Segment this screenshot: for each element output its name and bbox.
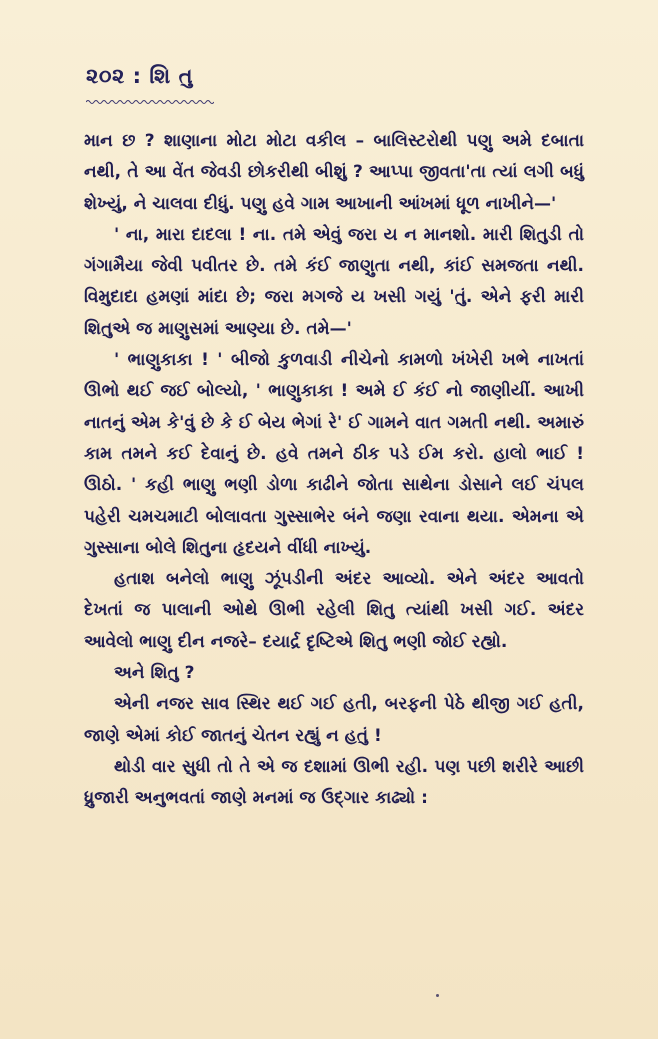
paragraph-4: હતાશ બનેલો ભાણુ ઝૂંપડીની અંદર આવ્યો. એને અંદર આવતો દેખતાં જ પાલાની ઓથે ઊભી રહેલી શિતુ ત્યાંથી ખસી ગઈ. અંદર આવેલો ભાણુ દીન નજરે– દયાર્દ્ર દૃષ્ટિએ શિતુ ભણી જોઈ રહ્યો.	[84, 569, 584, 652]
paragraph-7: થોડી વાર સુધી તો તે એ જ દશામાં ઊભી રહી. પણ પછી શરીરે આછી ધ્રુજારી અનુભવતાં જાણે મનમાં જ ઉદ્ગાર કાઢ્યો :	[84, 756, 584, 809]
paragraph-1: માન છ ? શાણાના મોટા મોટા વકીલ – બાલિસ્ટરોથી પણુ અમે દબાતા નથી, તે આ વેંત જેવડી છોકરીથી બીશું ? આપ્પા જીવતા'તા ત્યાં લગી બધું શેખ્યું, ને ચાલવા દીધું. પણુ હવે ગામ આખાની આંખમાં ધૂળ નાખીને—'	[84, 131, 584, 214]
page-number-and-chapter-title: ૨૦૨ : શિ તુ	[86, 64, 193, 88]
decorative-wavy-underline	[86, 99, 214, 105]
paragraph-6: એની નજર સાવ સ્થિર થઈ ગઈ હતી, બરફની પેઠે થીજી ગઈ હતી, જાણે એમાં કોઈ જાતનું ચેતન રહ્યું ન હતું !	[84, 694, 584, 746]
paragraph-3: ' ભાણુકાકા ! ' બીજો કુળવાડી નીચેનો કામળો ખંખેરી ખભે નાખતાં ઊભો થઈ જઈ બોલ્યો, ' ભાણુકાકા ! અમે ઈ કંઈ નો જાણીયીં. આખી નાતનું એમ કે'વું છે કે ઈ બેય ભેગાં રે' ઈ ગામને વાત ગમતી નથી. અમારું કામ તમને કઈ દેવાનું છે. હવે તમને ઠીક પડે ઈમ કરો. હાલો ભાઈ ! ઊઠો. ' કહી ભાણુ ભણી ડોળા કાઢીને જોતા સાથેના ડોસાને લઈ ચંપલ પહેરી ચમચમાટી બોલાવતા ગુસ્સાભેર બંને જણા રવાના થયા. એમના એ ગુસ્સાના બોલે શિતુના હૃદયને વીંધી નાખ્યું.	[84, 350, 584, 558]
paragraph-2: ' ના, મારા દાદલા ! ના. તમે એવું જરા ય ન માનશો. મારી શિતુડી તો ગંગામૈયા જેવી પવીતર છે. તમે કંઈ જાણુતા નથી, કાંઈ સમજતા નથી. વિમુદાદા હમણાં માંદા છે; જરા મગજે ય ખસી ગયું 'તું. એને ફરી મારી શિતુએ જ માણુસમાં આણ્યા છે. તમે—'	[84, 224, 584, 339]
ink-speck	[436, 994, 439, 997]
page-body-text	[84, 126, 584, 815]
paragraph-5: અને શિતુ ?	[114, 663, 195, 684]
page-header	[86, 62, 286, 109]
